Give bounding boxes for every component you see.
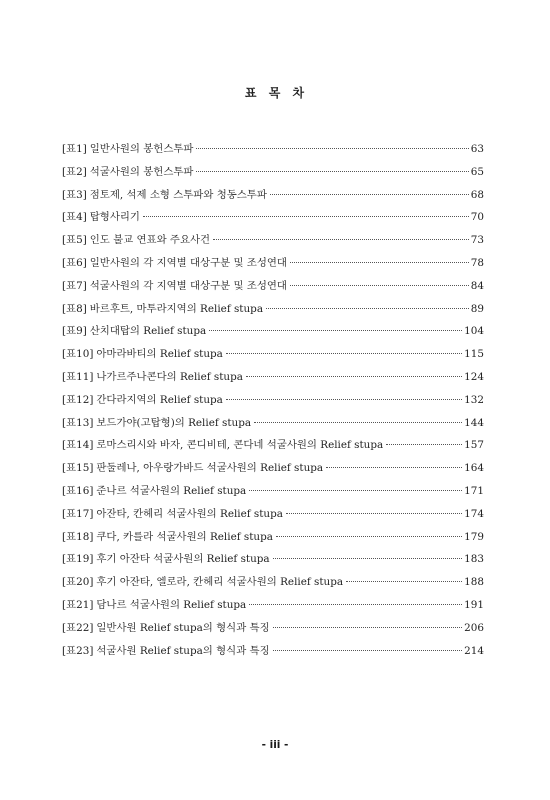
dot-leader [254, 422, 462, 423]
toc-entry-label: [표18] [62, 530, 94, 543]
toc-entry[interactable] [62, 229, 484, 252]
toc-entry-label: [표15] [62, 462, 94, 475]
dot-leader [266, 308, 469, 309]
toc-entry-label: [표19] [62, 553, 94, 566]
dot-leader [249, 604, 462, 605]
toc-entry-page-number: 214 [464, 644, 484, 657]
toc-entry-title: 나가르주나콘다의 Relief stupa [96, 370, 243, 383]
toc-entry-label: [표16] [62, 484, 94, 497]
toc-entry-label: [표9] [62, 325, 87, 338]
dot-leader [290, 262, 469, 263]
toc-entry-page-number: 171 [464, 484, 484, 497]
toc-entry-page-number: 188 [464, 576, 484, 589]
toc-entry[interactable] [62, 548, 484, 571]
toc-entry-page-number: 115 [464, 348, 484, 361]
toc-entry-label: [표13] [62, 416, 94, 429]
toc-entry-label: [표1] [62, 143, 87, 155]
dot-leader [226, 399, 462, 400]
toc-entry-title: 로마스리시와 바자, 콘디비테, 콘다네 석굴사원의 Relief stupa [96, 439, 384, 452]
toc-entry[interactable] [62, 640, 484, 663]
toc-entry[interactable] [62, 366, 484, 389]
toc-entry-label: [표10] [62, 348, 94, 361]
toc-entry[interactable] [62, 412, 484, 435]
table-of-contents [62, 138, 484, 662]
toc-entry-page-number: 73 [470, 234, 484, 247]
toc-entry[interactable] [62, 298, 484, 321]
toc-entry-title: 아마라바티의 Relief stupa [96, 348, 223, 361]
toc-entry-page-number: 68 [470, 188, 484, 201]
toc-entry-page-number: 63 [470, 143, 484, 155]
toc-entry-page-number: 157 [464, 439, 484, 452]
dot-leader [249, 490, 462, 491]
toc-entry-title: 판둘레나, 아우랑가바드 석굴사원의 Relief stupa [96, 462, 324, 475]
toc-entry[interactable] [62, 343, 484, 366]
toc-entry-title: 석굴사원 Relief stupa의 형식과 특징 [96, 644, 270, 657]
toc-entry[interactable] [62, 161, 484, 184]
toc-entry-label: [표20] [62, 576, 94, 589]
toc-entry-label: [표22] [62, 621, 94, 634]
toc-entry[interactable] [62, 206, 484, 229]
toc-entry-title: 준나르 석굴사원의 Relief stupa [96, 484, 247, 497]
dot-leader [143, 216, 469, 217]
toc-entry-label: [표11] [62, 370, 94, 383]
toc-entry-label: [표7] [62, 279, 87, 292]
toc-entry-label: [표3] [62, 188, 87, 201]
dot-leader [270, 194, 469, 195]
toc-entry-page-number: 164 [464, 462, 484, 475]
toc-entry-label: [표4] [62, 211, 87, 224]
toc-entry[interactable] [62, 526, 484, 549]
toc-entry-page-number: 144 [464, 416, 484, 429]
dot-leader [273, 627, 463, 628]
dot-leader [196, 171, 468, 172]
toc-entry-page-number: 70 [470, 211, 484, 224]
toc-entry-page-number: 179 [464, 530, 484, 543]
toc-entry-title: 바르후트, 마투라지역의 Relief stupa [89, 302, 264, 315]
toc-entry[interactable] [62, 184, 484, 207]
toc-entry-title: 탑형사리기 [89, 211, 140, 224]
toc-entry-title: 담나르 석굴사원의 Relief stupa [96, 598, 247, 611]
toc-entry-label: [표14] [62, 439, 94, 452]
toc-entry-page-number: 84 [470, 279, 484, 292]
dot-leader [286, 513, 462, 514]
toc-entry-title: 후기 아잔타, 엘로라, 칸헤리 석굴사원의 Relief stupa [96, 576, 344, 589]
toc-entry-page-number: 89 [470, 302, 484, 315]
toc-entry-page-number: 206 [464, 621, 484, 634]
dot-leader [246, 376, 462, 377]
dot-leader [209, 330, 462, 331]
toc-entry-label: [표21] [62, 598, 94, 611]
toc-entry-title: 일반사원의 봉헌스투파 [89, 143, 194, 155]
dot-leader [386, 444, 462, 445]
dot-leader [213, 239, 469, 240]
toc-entry-title: 간다라지역의 Relief stupa [96, 393, 223, 406]
toc-entry-label: [표12] [62, 393, 94, 406]
toc-entry[interactable] [62, 275, 484, 298]
toc-entry[interactable] [62, 503, 484, 526]
page-number: - iii - [261, 739, 289, 751]
dot-leader [273, 650, 463, 651]
toc-entry[interactable] [62, 571, 484, 594]
toc-entry-title: 보드가야(고탑형)의 Relief stupa [96, 416, 252, 429]
toc-entry-label: [표6] [62, 256, 87, 269]
toc-entry-label: [표23] [62, 644, 94, 657]
dot-leader [226, 353, 462, 354]
toc-entry-title: 산치대탑의 Relief stupa [89, 325, 207, 338]
toc-entry[interactable] [62, 434, 484, 457]
toc-entry-title: 석굴사원의 각 지역별 대상구분 및 조성연대 [89, 279, 287, 292]
toc-entry-page-number: 191 [464, 598, 484, 611]
toc-entry-title: 아잔타, 칸헤리 석굴사원의 Relief stupa [96, 507, 283, 520]
toc-entry-title: 일반사원 Relief stupa의 형식과 특징 [96, 621, 270, 634]
toc-entry[interactable] [62, 617, 484, 640]
toc-entry-title: 인도 불교 연표와 주요사건 [89, 234, 211, 247]
toc-entry[interactable] [62, 594, 484, 617]
toc-entry-title: 후기 아잔타 석굴사원의 Relief stupa [96, 553, 270, 566]
dot-leader [196, 148, 468, 149]
toc-entry-page-number: 124 [464, 370, 484, 383]
toc-entry[interactable] [62, 389, 484, 412]
toc-entry[interactable] [62, 457, 484, 480]
toc-entry-page-number: 104 [464, 325, 484, 338]
page-title: 표 목 차 [244, 86, 306, 100]
toc-entry[interactable] [62, 320, 484, 343]
dot-leader [290, 285, 469, 286]
toc-entry-page-number: 65 [470, 165, 484, 178]
toc-entry-title: 점토제, 석제 소형 스투파와 청동스투파 [89, 188, 267, 201]
toc-entry-page-number: 132 [464, 393, 484, 406]
toc-entry[interactable] [62, 480, 484, 503]
dot-leader [346, 581, 462, 582]
toc-entry-label: [표17] [62, 507, 94, 520]
toc-entry-page-number: 174 [464, 507, 484, 520]
toc-entry-title: 일반사원의 각 지역별 대상구분 및 조성연대 [89, 256, 287, 269]
toc-entry[interactable] [62, 138, 484, 161]
toc-entry-page-number: 183 [464, 553, 484, 566]
toc-entry-label: [표2] [62, 165, 87, 178]
toc-entry-page-number: 78 [470, 256, 484, 269]
toc-entry-label: [표8] [62, 302, 87, 315]
dot-leader [276, 536, 462, 537]
toc-entry-title: 석굴사원의 봉헌스투파 [89, 165, 194, 178]
toc-entry[interactable] [62, 252, 484, 275]
dot-leader [273, 558, 463, 559]
dot-leader [326, 467, 462, 468]
toc-entry-title: 쿠다, 카를라 석굴사원의 Relief stupa [96, 530, 273, 543]
toc-entry-label: [표5] [62, 234, 87, 247]
